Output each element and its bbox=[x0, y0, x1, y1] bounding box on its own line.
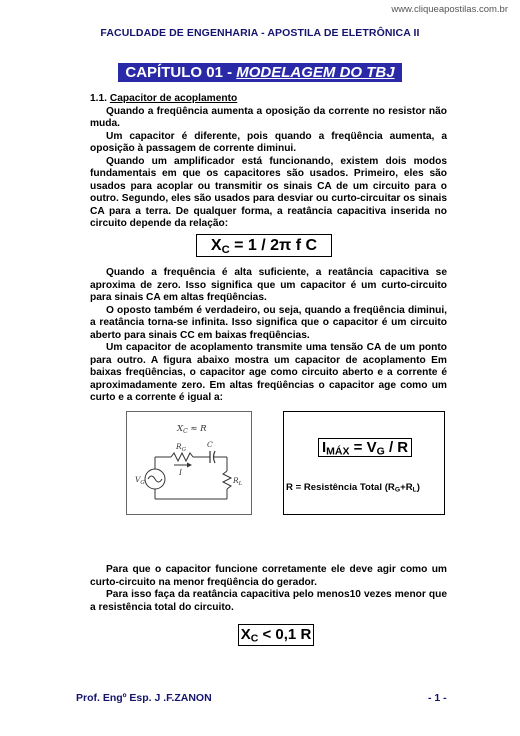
paragraph-6: Um capacitor de acoplamento transmite uma tensão CA de um ponto para outro. A figura abaixo mostra um capacitor de acoplamento Em baixas freqüências, o capacitor age como circuito aberto e a corrente é aproximadamente zero. Em altas freqüências o capacitor age como um curto e a corrente é igual a: bbox=[90, 342, 447, 403]
chapter-prefix: CAPÍTULO 01 - bbox=[125, 64, 237, 81]
formula-xc-rhs: = 1 / 2π f C bbox=[229, 237, 318, 254]
vg-label: $V_G$ bbox=[135, 475, 145, 486]
section-design-rule bbox=[90, 564, 447, 614]
reactance-limit-formula bbox=[238, 624, 314, 646]
imax-mid: = V bbox=[349, 439, 377, 456]
paragraph-5: O oposto também é verdadeiro, ou seja, quando a freqüência diminui, a reatância torna-se infinita. Isso significa que o capacitor é um circuito aberto para sinais CC em baixas freqüências. bbox=[90, 304, 447, 341]
college-header: FACULDADE DE ENGENHARIA - APOSTILA DE ELETRÔNICA II bbox=[100, 27, 420, 39]
reactance-formula bbox=[196, 234, 332, 257]
coupling-circuit-diagram bbox=[126, 411, 252, 515]
resistor-rg-icon bbox=[171, 453, 193, 461]
limit-xc-rhs: < 0,1 R bbox=[258, 626, 312, 643]
current-result-box bbox=[283, 411, 445, 515]
paragraph-3: Quando um amplificador está funcionando, existem dois modos fundamentais em que os capacitores são usados. Primeiro, eles são usados para acoplar ou transmitir os sinais CA de um circuito para o outro. Segundo, eles são usados para desviar ou curto-circuitar os sinais CA para a terra. De qualquer forma, a reatância capacitiva inserida no circuito depende da relação: bbox=[90, 155, 447, 229]
paragraph-2: Um capacitor é diferente, pois quando a freqüência aumenta, a oposição à passagem de corrente diminui. bbox=[90, 130, 447, 154]
paragraph-8: Para isso faça da reatância capacitiva pelo menos10 vezes menor que a resistência total do circuito. bbox=[90, 589, 447, 613]
section-title: Capacitor de acoplamento bbox=[109, 93, 238, 104]
current-label: I bbox=[179, 468, 182, 477]
rtotal-end: ) bbox=[416, 482, 420, 493]
chapter-title-banner bbox=[118, 63, 402, 82]
chapter-title: MODELAGEM DO TBJ bbox=[236, 64, 395, 81]
resistor-rl-icon bbox=[223, 471, 231, 489]
imax-sub: MÁX bbox=[326, 445, 350, 458]
limit-xc-sub: C bbox=[250, 632, 259, 645]
imax-symbol: I bbox=[322, 439, 327, 456]
circuit-svg bbox=[127, 412, 251, 514]
rl-label: $R_L$ bbox=[233, 476, 243, 487]
footer-page-number: - 1 - bbox=[428, 692, 447, 704]
paragraph-1: Quando a freqüência aumenta a oposição da corrente no resistor não muda. bbox=[90, 105, 447, 129]
footer-author: Prof. Engº Esp. J .F.ZANON bbox=[76, 692, 212, 704]
paragraph-7: Para que o capacitor funcione corretamente ele deve agir como um curto-circuito na menor freqüência do gerador. bbox=[90, 564, 447, 588]
section-heading bbox=[90, 93, 447, 106]
rtotal-plus: +R bbox=[400, 482, 413, 493]
rtotal-sub-g: G bbox=[394, 486, 401, 494]
imax-rhs: / R bbox=[384, 439, 409, 456]
imax-vg-sub: G bbox=[376, 445, 385, 458]
formula-xc-sub: C bbox=[221, 243, 230, 256]
diagram-xc-label: $X_C \approx R$ bbox=[177, 424, 207, 435]
section-frequency bbox=[90, 267, 447, 405]
section-intro bbox=[90, 93, 447, 231]
rtotal-text: R = Resistência Total (R bbox=[286, 482, 395, 493]
total-resistance-label bbox=[286, 482, 420, 493]
limit-xc-symbol: X bbox=[240, 626, 251, 643]
imax-formula bbox=[318, 438, 412, 457]
formula-xc-symbol: X bbox=[210, 237, 222, 254]
site-url[interactable]: www.cliqueapostilas.com.br bbox=[391, 4, 508, 15]
paragraph-4: Quando a frequência é alta suficiente, a reatância capacitiva se aproxima de zero. Isso significa que um capacitor é um curto-circuito para sinais CA em altas freqüências. bbox=[90, 267, 447, 303]
capacitor-label: C bbox=[207, 440, 213, 449]
section-number: 1.1. bbox=[90, 93, 107, 104]
rg-label: $R_G$ bbox=[176, 442, 187, 453]
rtotal-sub-l: L bbox=[412, 486, 417, 494]
